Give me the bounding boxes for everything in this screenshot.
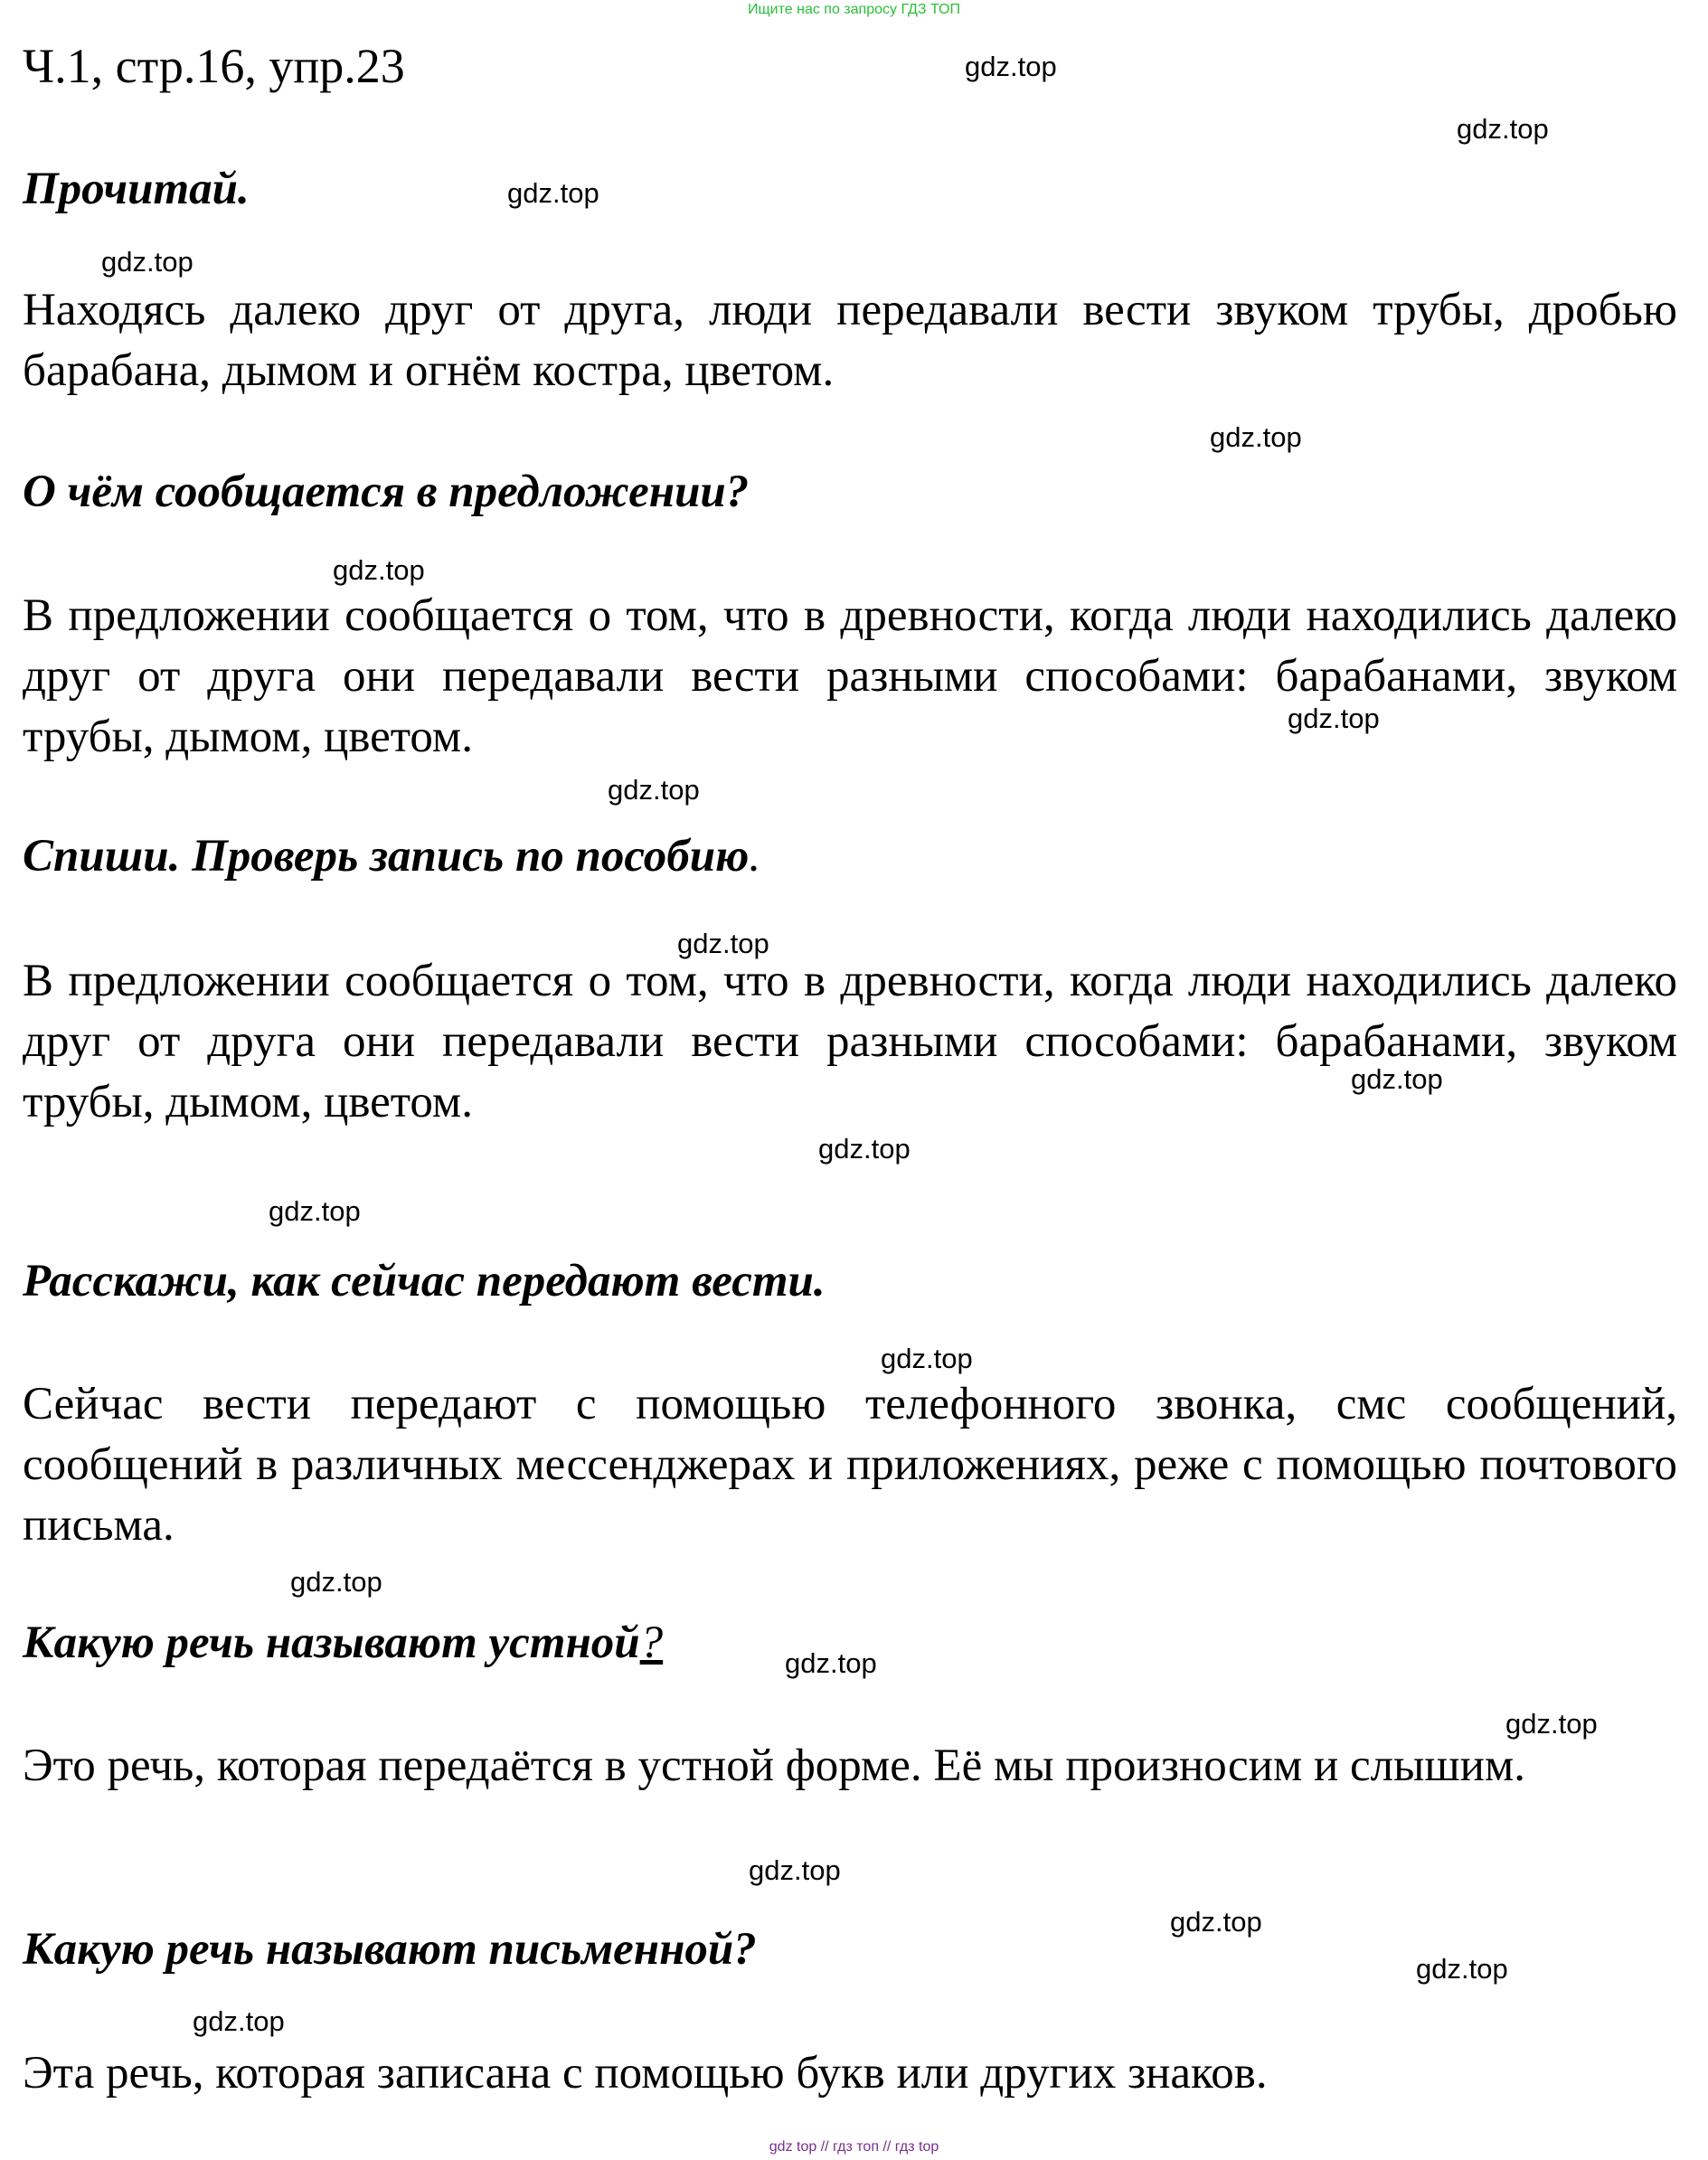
task-read: Прочитай. xyxy=(23,164,250,214)
watermark: gdz.top xyxy=(1457,113,1549,145)
watermark: gdz.top xyxy=(785,1647,877,1679)
watermark: gdz.top xyxy=(507,177,599,209)
watermark: gdz.top xyxy=(101,246,193,278)
watermark: gdz.top xyxy=(818,1133,911,1165)
paragraph-answer-about: В предложении сообщается о том, что в древности, когда люди находились далеко друг от друга они передавали вести разными способами: барабанами, звуком трубы, дымом, цветом. xyxy=(23,590,1677,762)
watermark: gdz.top xyxy=(1210,421,1302,453)
task-tell-news: Расскажи, как сейчас передают вести. xyxy=(23,1256,826,1306)
watermark: gdz.top xyxy=(881,1343,973,1374)
paragraph-original: Находясь далеко друг от друга, люди передавали вести звуком трубы, дробью барабана, дымом и огнём костра, цветом. xyxy=(23,285,1677,396)
task-copy: Спиши. Проверь запись по пособию. xyxy=(23,831,761,882)
watermark: gdz.top xyxy=(193,2005,285,2037)
page-title: Ч.1, стр.16, упр.23 xyxy=(23,39,405,93)
task-oral-speech: Какую речь называют устной? xyxy=(23,1618,664,1668)
watermark: gdz.top xyxy=(269,1195,361,1227)
watermark: gdz.top xyxy=(608,774,700,806)
watermark: gdz.top xyxy=(749,1854,841,1886)
paragraph-answer-oral: Это речь, которая передаётся в устной форме. Её мы произносим и слышим. xyxy=(23,1740,1525,1791)
paragraph-answer-written: Эта речь, которая записана с помощью букв или других знаков. xyxy=(23,2048,1268,2099)
watermark: gdz.top xyxy=(290,1566,382,1598)
watermark: gdz.top xyxy=(965,51,1057,82)
watermark: gdz.top xyxy=(1170,1906,1262,1938)
task-written-speech: Какую речь называют письменной? xyxy=(23,1924,757,1975)
footer-watermark: gdz top // гдз топ // гдз top xyxy=(769,2139,939,2155)
watermark: gdz.top xyxy=(1505,1708,1598,1740)
watermark: gdz.top xyxy=(333,554,425,586)
paragraph-answer-news: Сейчас вести передают с помощью телефонного звонка, смс сообщений, сообщений в различных мессенджерах и приложениях, реже с помощью почтового письма. xyxy=(23,1379,1677,1551)
watermark: gdz.top xyxy=(1351,1063,1443,1095)
watermark: gdz.top xyxy=(1416,1953,1508,1985)
watermark: gdz.top xyxy=(677,928,769,959)
watermark: gdz.top xyxy=(1288,703,1380,734)
task-question-about: О чём сообщается в предложении? xyxy=(23,467,750,517)
top-banner: Ищите нас по запросу ГДЗ ТОП xyxy=(748,2,960,17)
paragraph-copied: В предложении сообщается о том, что в древности, когда люди находились далеко друг от друга они передавали вести разными способами: барабанами, звуком трубы, дымом, цветом. xyxy=(23,956,1677,1127)
